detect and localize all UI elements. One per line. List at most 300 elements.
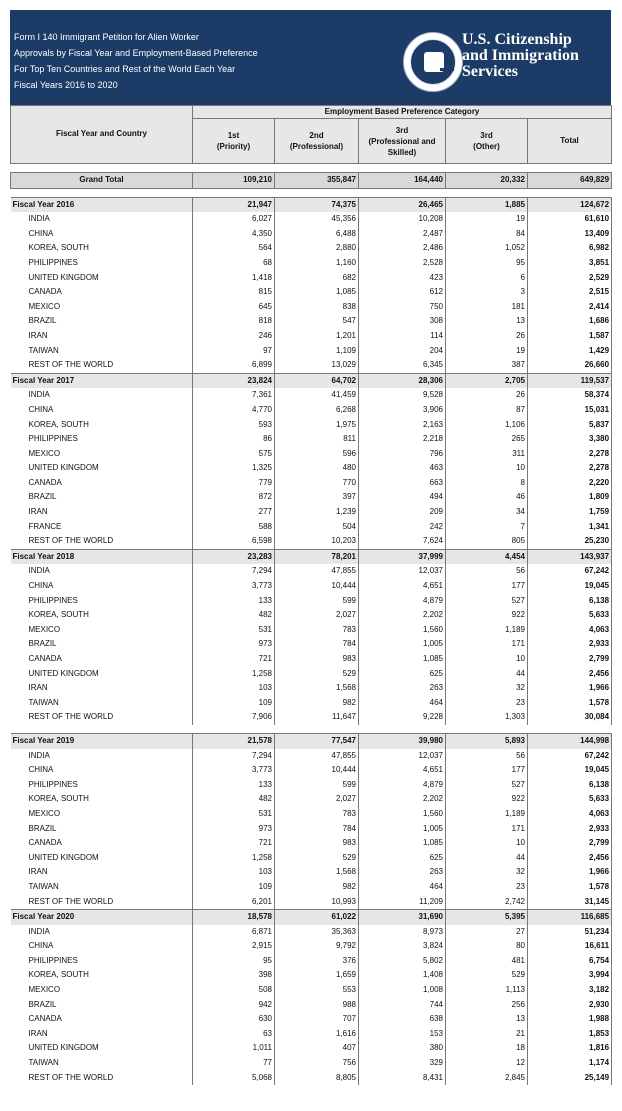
value-cell: 529 <box>446 968 528 983</box>
row-label: CHINA <box>28 228 54 238</box>
table-row <box>11 358 612 373</box>
value-cell: 625 <box>359 851 446 866</box>
total-cell: 19,045 <box>528 579 612 594</box>
value-cell: 44 <box>446 667 528 682</box>
value-cell: 645 <box>193 300 275 315</box>
value-cell: 329 <box>359 1056 446 1071</box>
value-cell: 2,487 <box>359 227 446 242</box>
value-cell: 26 <box>446 329 528 344</box>
value-cell: 77,547 <box>275 733 359 748</box>
value-cell: 32 <box>446 865 528 880</box>
total-cell: 19,045 <box>528 763 612 778</box>
value-cell: 796 <box>359 447 446 462</box>
value-cell: 721 <box>193 836 275 851</box>
value-cell: 3,824 <box>359 939 446 954</box>
value-cell: 9,792 <box>275 939 359 954</box>
table-row <box>11 490 612 505</box>
value-cell: 84 <box>446 227 528 242</box>
total-cell: 67,242 <box>528 564 612 579</box>
row-label: KOREA, SOUTH <box>28 243 89 253</box>
column-header-3rd-skilled: 3rd (Professional and Skilled) <box>359 119 446 164</box>
approvals-table <box>10 105 612 1085</box>
value-cell: 818 <box>193 314 275 329</box>
value-cell: 1,258 <box>193 851 275 866</box>
table-row <box>11 461 612 476</box>
value-cell: 95 <box>446 256 528 271</box>
value-cell: 6,488 <box>275 227 359 242</box>
row-label: REST OF THE WORLD <box>28 1072 114 1082</box>
value-cell: 12,037 <box>359 564 446 579</box>
value-cell: 41,459 <box>275 388 359 403</box>
value-cell: 5,395 <box>446 910 528 925</box>
table-row <box>11 314 612 329</box>
total-cell: 2,515 <box>528 285 612 300</box>
value-cell: 1,408 <box>359 968 446 983</box>
row-label: TAIWAN <box>28 1058 59 1068</box>
total-cell: 3,380 <box>528 432 612 447</box>
spacer-row <box>11 164 612 173</box>
value-cell: 95 <box>193 954 275 969</box>
value-cell: 2,202 <box>359 792 446 807</box>
table-row <box>11 388 612 403</box>
total-cell: 2,799 <box>528 652 612 667</box>
row-label: REST OF THE WORLD <box>28 712 114 722</box>
table-row <box>11 998 612 1013</box>
value-cell: 4,350 <box>193 227 275 242</box>
row-label: INDIA <box>28 390 50 400</box>
total-cell: 1,966 <box>528 865 612 880</box>
row-label: PHILIPPINES <box>28 434 78 444</box>
value-cell: 10,444 <box>275 579 359 594</box>
value-cell: 811 <box>275 432 359 447</box>
table-row <box>11 836 612 851</box>
value-cell: 80 <box>446 939 528 954</box>
table-row <box>11 1071 612 1086</box>
value-cell: 482 <box>193 792 275 807</box>
value-cell: 983 <box>275 836 359 851</box>
table-row <box>11 1012 612 1027</box>
value-cell: 86 <box>193 432 275 447</box>
value-cell: 973 <box>193 637 275 652</box>
value-cell: 1,189 <box>446 807 528 822</box>
value-cell: 1,106 <box>446 418 528 433</box>
value-cell: 707 <box>275 1012 359 1027</box>
brand-line: and Immigration <box>462 47 579 64</box>
value-cell: 27 <box>446 925 528 940</box>
value-cell: 311 <box>446 447 528 462</box>
table-row <box>11 212 612 227</box>
value-cell: 177 <box>446 763 528 778</box>
table-row <box>11 505 612 520</box>
row-label: Fiscal Year 2019 <box>11 733 193 748</box>
value-cell: 47,855 <box>275 564 359 579</box>
value-cell: 922 <box>446 792 528 807</box>
table-row <box>11 241 612 256</box>
value-cell: 663 <box>359 476 446 491</box>
row-label: BRAZIL <box>28 316 57 326</box>
row-label: MEXICO <box>28 808 61 818</box>
total-cell: 30,084 <box>528 710 612 725</box>
total-cell: 649,829 <box>528 173 612 189</box>
table-row <box>11 895 612 910</box>
value-cell: 744 <box>359 998 446 1013</box>
value-cell: 2,880 <box>275 241 359 256</box>
table-row <box>11 983 612 998</box>
value-cell: 63 <box>193 1027 275 1042</box>
total-cell: 6,138 <box>528 778 612 793</box>
row-label: REST OF THE WORLD <box>28 896 114 906</box>
total-cell: 124,672 <box>528 197 612 212</box>
report-title-block <box>14 29 258 93</box>
value-cell: 209 <box>359 505 446 520</box>
value-cell: 1,201 <box>275 329 359 344</box>
total-cell: 4,063 <box>528 623 612 638</box>
value-cell: 784 <box>275 637 359 652</box>
value-cell: 1,005 <box>359 822 446 837</box>
value-cell: 177 <box>446 579 528 594</box>
value-cell: 638 <box>359 1012 446 1027</box>
value-cell: 114 <box>359 329 446 344</box>
row-label: IRAN <box>28 507 48 517</box>
total-cell: 144,998 <box>528 733 612 748</box>
grand-total-row <box>11 173 612 189</box>
row-label: Fiscal Year 2018 <box>11 549 193 564</box>
table-row <box>11 300 612 315</box>
row-label: INDIA <box>28 926 50 936</box>
row-label: Fiscal Year 2016 <box>11 197 193 212</box>
row-label: PHILIPPINES <box>28 257 78 267</box>
table-row <box>11 403 612 418</box>
value-cell: 1,616 <box>275 1027 359 1042</box>
row-label: INDIA <box>28 750 50 760</box>
value-cell: 1,008 <box>359 983 446 998</box>
value-cell: 9,228 <box>359 710 446 725</box>
value-cell: 246 <box>193 329 275 344</box>
value-cell: 6,871 <box>193 925 275 940</box>
value-cell: 47,855 <box>275 749 359 764</box>
value-cell: 265 <box>446 432 528 447</box>
value-cell: 4,879 <box>359 778 446 793</box>
table-row <box>11 256 612 271</box>
value-cell: 770 <box>275 476 359 491</box>
total-cell: 1,966 <box>528 681 612 696</box>
value-cell: 31,690 <box>359 910 446 925</box>
total-cell: 1,759 <box>528 505 612 520</box>
table-row <box>11 710 612 725</box>
value-cell: 2,218 <box>359 432 446 447</box>
value-cell: 423 <box>359 271 446 286</box>
row-label: CHINA <box>28 765 54 775</box>
value-cell: 23,824 <box>193 373 275 388</box>
row-label: REST OF THE WORLD <box>28 360 114 370</box>
value-cell: 263 <box>359 865 446 880</box>
value-cell: 2,163 <box>359 418 446 433</box>
value-cell: 21,947 <box>193 197 275 212</box>
row-label: CANADA <box>28 654 62 663</box>
value-cell: 756 <box>275 1056 359 1071</box>
value-cell: 68 <box>193 256 275 271</box>
value-cell: 398 <box>193 968 275 983</box>
row-label: PHILIPPINES <box>28 779 78 789</box>
value-cell: 387 <box>446 358 528 373</box>
value-cell: 109 <box>193 880 275 895</box>
value-cell: 77 <box>193 1056 275 1071</box>
value-cell: 1,885 <box>446 197 528 212</box>
value-cell: 529 <box>275 851 359 866</box>
column-header-country: Fiscal Year and Country <box>11 106 193 164</box>
total-cell: 61,610 <box>528 212 612 227</box>
row-label: CHINA <box>28 941 54 951</box>
value-cell: 171 <box>446 637 528 652</box>
value-cell: 2,027 <box>275 608 359 623</box>
value-cell: 4,770 <box>193 403 275 418</box>
value-cell: 8,431 <box>359 1071 446 1086</box>
table-row <box>11 1041 612 1056</box>
total-cell: 2,933 <box>528 822 612 837</box>
row-label: CHINA <box>28 404 54 414</box>
value-cell: 531 <box>193 623 275 638</box>
total-cell: 3,994 <box>528 968 612 983</box>
table-row <box>11 564 612 579</box>
value-cell: 1,160 <box>275 256 359 271</box>
total-cell: 143,937 <box>528 549 612 564</box>
value-cell: 805 <box>446 534 528 549</box>
total-cell: 1,816 <box>528 1041 612 1056</box>
value-cell: 6,345 <box>359 358 446 373</box>
table-row <box>11 285 612 300</box>
value-cell: 18,578 <box>193 910 275 925</box>
value-cell: 11,209 <box>359 895 446 910</box>
table-row <box>11 329 612 344</box>
value-cell: 103 <box>193 681 275 696</box>
group-header: Employment Based Preference Category <box>193 106 612 119</box>
value-cell: 2,027 <box>275 792 359 807</box>
value-cell: 1,239 <box>275 505 359 520</box>
value-cell: 494 <box>359 490 446 505</box>
value-cell: 1,303 <box>446 710 528 725</box>
row-label: MEXICO <box>28 624 61 634</box>
value-cell: 481 <box>446 954 528 969</box>
value-cell: 1,568 <box>275 681 359 696</box>
value-cell: 61,022 <box>275 910 359 925</box>
value-cell: 18 <box>446 1041 528 1056</box>
row-label: REST OF THE WORLD <box>28 536 114 546</box>
row-label: MEXICO <box>28 448 61 458</box>
fiscal-year-row <box>11 373 612 388</box>
value-cell: 171 <box>446 822 528 837</box>
value-cell: 463 <box>359 461 446 476</box>
value-cell: 527 <box>446 778 528 793</box>
value-cell: 277 <box>193 505 275 520</box>
row-label: KOREA, SOUTH <box>28 794 89 804</box>
total-cell: 5,837 <box>528 418 612 433</box>
value-cell: 482 <box>193 608 275 623</box>
value-cell: 4,454 <box>446 549 528 564</box>
value-cell: 464 <box>359 880 446 895</box>
total-cell: 51,234 <box>528 925 612 940</box>
row-label: IRAN <box>28 1028 48 1038</box>
table-row <box>11 778 612 793</box>
value-cell: 575 <box>193 447 275 462</box>
value-cell: 612 <box>359 285 446 300</box>
row-label: CANADA <box>28 287 62 297</box>
column-header-2nd: 2nd (Professional) <box>275 119 359 164</box>
row-label: PHILIPPINES <box>28 595 78 605</box>
column-header-3rd-other: 3rd (Other) <box>446 119 528 164</box>
row-label: MEXICO <box>28 985 61 995</box>
value-cell: 942 <box>193 998 275 1013</box>
value-cell: 464 <box>359 696 446 711</box>
total-cell: 31,145 <box>528 895 612 910</box>
value-cell: 593 <box>193 418 275 433</box>
value-cell: 527 <box>446 594 528 609</box>
value-cell: 7,624 <box>359 534 446 549</box>
value-cell: 380 <box>359 1041 446 1056</box>
value-cell: 11,647 <box>275 710 359 725</box>
total-cell: 2,278 <box>528 447 612 462</box>
spacer-row <box>11 725 612 734</box>
row-label: UNITED KINGDOM <box>28 463 99 473</box>
value-cell: 922 <box>446 608 528 623</box>
value-cell: 2,202 <box>359 608 446 623</box>
value-cell: 2,705 <box>446 373 528 388</box>
total-cell: 3,851 <box>528 256 612 271</box>
value-cell: 44 <box>446 851 528 866</box>
report-title-line: For Top Ten Countries and Rest of the World Each Year <box>14 64 236 74</box>
value-cell: 783 <box>275 623 359 638</box>
fiscal-year-row <box>11 910 612 925</box>
value-cell: 529 <box>275 667 359 682</box>
value-cell: 242 <box>359 520 446 535</box>
value-cell: 10,208 <box>359 212 446 227</box>
row-label: BRAZIL <box>28 823 57 833</box>
table-row <box>11 1027 612 1042</box>
table-row <box>11 534 612 549</box>
fiscal-year-row <box>11 733 612 748</box>
row-label: UNITED KINGDOM <box>28 1043 99 1053</box>
value-cell: 1,975 <box>275 418 359 433</box>
value-cell: 1,113 <box>446 983 528 998</box>
value-cell: 6,899 <box>193 358 275 373</box>
table-row <box>11 344 612 359</box>
table-row <box>11 763 612 778</box>
value-cell: 13,029 <box>275 358 359 373</box>
row-label: CANADA <box>28 1014 62 1024</box>
value-cell: 553 <box>275 983 359 998</box>
row-label: IRAN <box>28 330 48 340</box>
row-label: CANADA <box>28 838 62 848</box>
value-cell: 1,052 <box>446 241 528 256</box>
total-cell: 2,799 <box>528 836 612 851</box>
table-row <box>11 579 612 594</box>
value-cell: 26 <box>446 388 528 403</box>
value-cell: 3 <box>446 285 528 300</box>
brand-line: Services <box>462 63 518 80</box>
total-cell: 16,611 <box>528 939 612 954</box>
value-cell: 7,294 <box>193 564 275 579</box>
value-cell: 4,879 <box>359 594 446 609</box>
table-row <box>11 939 612 954</box>
value-cell: 20,332 <box>446 173 528 189</box>
value-cell: 10 <box>446 461 528 476</box>
brand-line: U.S. Citizenship <box>462 31 572 48</box>
table-row <box>11 652 612 667</box>
table-row <box>11 432 612 447</box>
row-label: Grand Total <box>11 173 193 189</box>
value-cell: 10,444 <box>275 763 359 778</box>
value-cell: 103 <box>193 865 275 880</box>
value-cell: 6,598 <box>193 534 275 549</box>
total-cell: 67,242 <box>528 749 612 764</box>
total-cell: 4,063 <box>528 807 612 822</box>
value-cell: 779 <box>193 476 275 491</box>
value-cell: 7,906 <box>193 710 275 725</box>
total-cell: 2,220 <box>528 476 612 491</box>
value-cell: 547 <box>275 314 359 329</box>
value-cell: 78,201 <box>275 549 359 564</box>
value-cell: 1,005 <box>359 637 446 652</box>
table-row <box>11 968 612 983</box>
row-label: BRAZIL <box>28 999 57 1009</box>
value-cell: 2,528 <box>359 256 446 271</box>
value-cell: 12,037 <box>359 749 446 764</box>
fiscal-year-row <box>11 197 612 212</box>
value-cell: 13 <box>446 1012 528 1027</box>
value-cell: 5,068 <box>193 1071 275 1086</box>
total-cell: 58,374 <box>528 388 612 403</box>
total-cell: 26,660 <box>528 358 612 373</box>
value-cell: 815 <box>193 285 275 300</box>
value-cell: 599 <box>275 778 359 793</box>
total-cell: 1,578 <box>528 696 612 711</box>
value-cell: 596 <box>275 447 359 462</box>
value-cell: 1,418 <box>193 271 275 286</box>
total-cell: 1,809 <box>528 490 612 505</box>
table-row <box>11 623 612 638</box>
value-cell: 1,568 <box>275 865 359 880</box>
total-cell: 1,587 <box>528 329 612 344</box>
value-cell: 973 <box>193 822 275 837</box>
column-header-1st: 1st (Priority) <box>193 119 275 164</box>
total-cell: 1,341 <box>528 520 612 535</box>
value-cell: 1,011 <box>193 1041 275 1056</box>
report-header <box>10 10 611 105</box>
report-title-line: Approvals by Fiscal Year and Employment-Based Preference <box>14 48 258 58</box>
value-cell: 1,560 <box>359 623 446 638</box>
value-cell: 1,659 <box>275 968 359 983</box>
total-cell: 5,633 <box>528 608 612 623</box>
total-cell: 6,138 <box>528 594 612 609</box>
row-label: MEXICO <box>28 301 61 311</box>
table-row <box>11 271 612 286</box>
fiscal-year-row <box>11 549 612 564</box>
spacer-row <box>11 188 612 197</box>
value-cell: 7 <box>446 520 528 535</box>
row-label: Fiscal Year 2020 <box>11 910 193 925</box>
value-cell: 64,702 <box>275 373 359 388</box>
row-label: TAIWAN <box>28 345 59 355</box>
value-cell: 8,973 <box>359 925 446 940</box>
value-cell: 6 <box>446 271 528 286</box>
value-cell: 34 <box>446 505 528 520</box>
value-cell: 39,980 <box>359 733 446 748</box>
value-cell: 19 <box>446 212 528 227</box>
value-cell: 12 <box>446 1056 528 1071</box>
total-cell: 2,529 <box>528 271 612 286</box>
row-label: KOREA, SOUTH <box>28 419 89 429</box>
value-cell: 397 <box>275 490 359 505</box>
value-cell: 10,203 <box>275 534 359 549</box>
